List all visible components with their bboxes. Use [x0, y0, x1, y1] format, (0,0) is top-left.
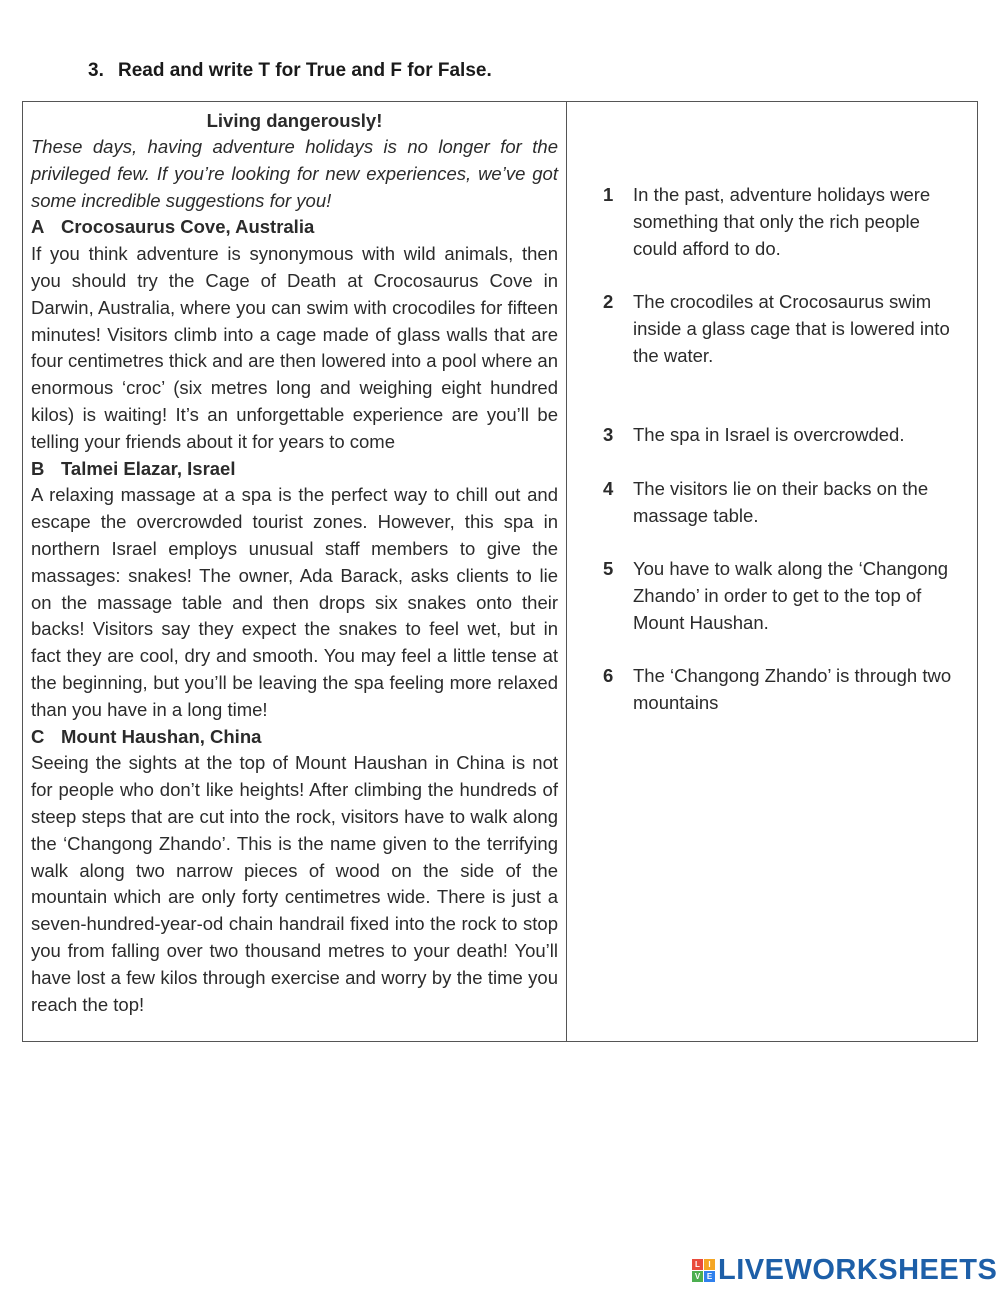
- statement-text: In the past, adventure holidays were something that only the rich people could afford to do.: [633, 184, 931, 259]
- section-b-body: A relaxing massage at a spa is the perfect way to chill out and escape the overcrowded tourist zones. However, this spa in northern Israel employs unusual staff members to give the massages: snakes! The owner, Ada Barack, asks clients to lie on the massage table and then drops six snakes onto their backs! Visitors say they expect the snakes to feel wet, but in fact they are cool, dry and smooth. You may feel a little tense at the beginning, but you’ll be leaving the spa feeling more relaxed than you have in a long time!: [31, 484, 558, 720]
- logo-square: E: [704, 1271, 715, 1282]
- section-a-title: Crocosaurus Cove, Australia: [61, 216, 315, 238]
- section-b-letter: B: [31, 457, 45, 479]
- statement-item: [603, 422, 963, 449]
- section-b-heading: [31, 456, 558, 483]
- exercise-table: [22, 101, 978, 1042]
- article-intro: These days, having adventure holidays is no longer for the privileged few. If you’re looking for new experiences, we’ve got some incredible suggestions for you!: [31, 136, 558, 211]
- statement-item: [603, 289, 963, 369]
- logo-square: V: [692, 1271, 703, 1282]
- statement-number: 3: [603, 424, 614, 445]
- statement-number: 5: [603, 558, 614, 579]
- section-c-body: Seeing the sights at the top of Mount Haushan in China is not for people who don’t like heights! After climbing the hundreds of steep steps that are cut into the rock, visitors have to walk along the ‘Changong Zhando’. This is the name given to the terrifying walk along two narrow pieces of wood on the side of the mountain which are only forty centimetres wide. There is just a seven-hundred-year-od chain handrail fixed into the rock to stop you from falling over two thousand metres to your death! You’ll have lost a few kilos through exercise and worry by the time you reach the top!: [31, 752, 558, 1015]
- statement-text: The visitors lie on their backs on the massage table.: [633, 478, 929, 526]
- statement-text: The ‘Changong Zhando’ is through two mountains: [633, 665, 952, 713]
- statement-text: You have to walk along the ‘Changong Zhando’ in order to get to the top of Mount Haushan.: [633, 558, 949, 633]
- section-b-title: Talmei Elazar, Israel: [61, 457, 236, 479]
- section-c-heading: [31, 724, 558, 751]
- statements-column: [567, 102, 977, 1041]
- statement-item: [603, 476, 963, 530]
- exercise-instruction-text: Read and write T for True and F for False.: [118, 60, 492, 81]
- exercise-number: 3.: [88, 60, 104, 81]
- statement-text: The spa in Israel is overcrowded.: [633, 424, 905, 445]
- section-c-letter: C: [31, 725, 45, 747]
- logo-square: I: [704, 1259, 715, 1270]
- statement-item: [603, 556, 963, 636]
- section-a-letter: A: [31, 216, 45, 238]
- statement-item: [603, 663, 963, 717]
- statement-number: 4: [603, 478, 614, 499]
- statement-number: 6: [603, 665, 614, 686]
- liveworksheets-logo: [692, 1254, 997, 1287]
- logo-text: LIVEWORKSHEETS: [718, 1254, 998, 1286]
- logo-squares-icon: [692, 1259, 715, 1282]
- statement-number: 2: [603, 291, 614, 312]
- statement-number: 1: [603, 184, 614, 205]
- section-c-title: Mount Haushan, China: [61, 725, 262, 747]
- article-title: Living dangerously!: [206, 110, 383, 131]
- logo-square: L: [692, 1259, 703, 1270]
- statement-text: The crocodiles at Crocosaurus swim inside a glass cage that is lowered into the water.: [633, 291, 950, 366]
- exercise-instruction: [88, 60, 492, 82]
- section-a-body: If you think adventure is synonymous with wild animals, then you should try the Cage of Death at Crocosaurus Cove in Darwin, Australia, where you can swim with crocodiles for fifteen minutes! Visitors climb into a cage made of glass walls that are four centimetres thick and are then lowered into a pool where an enormous ‘croc’ (six metres long and weighing eight hundred kilos) is waiting! It’s an unforgettable experience are you’ll be telling your friends about it for years to come: [31, 243, 558, 452]
- reading-text-column: [23, 102, 567, 1041]
- section-a-heading: [31, 214, 558, 241]
- statement-item: [603, 182, 963, 262]
